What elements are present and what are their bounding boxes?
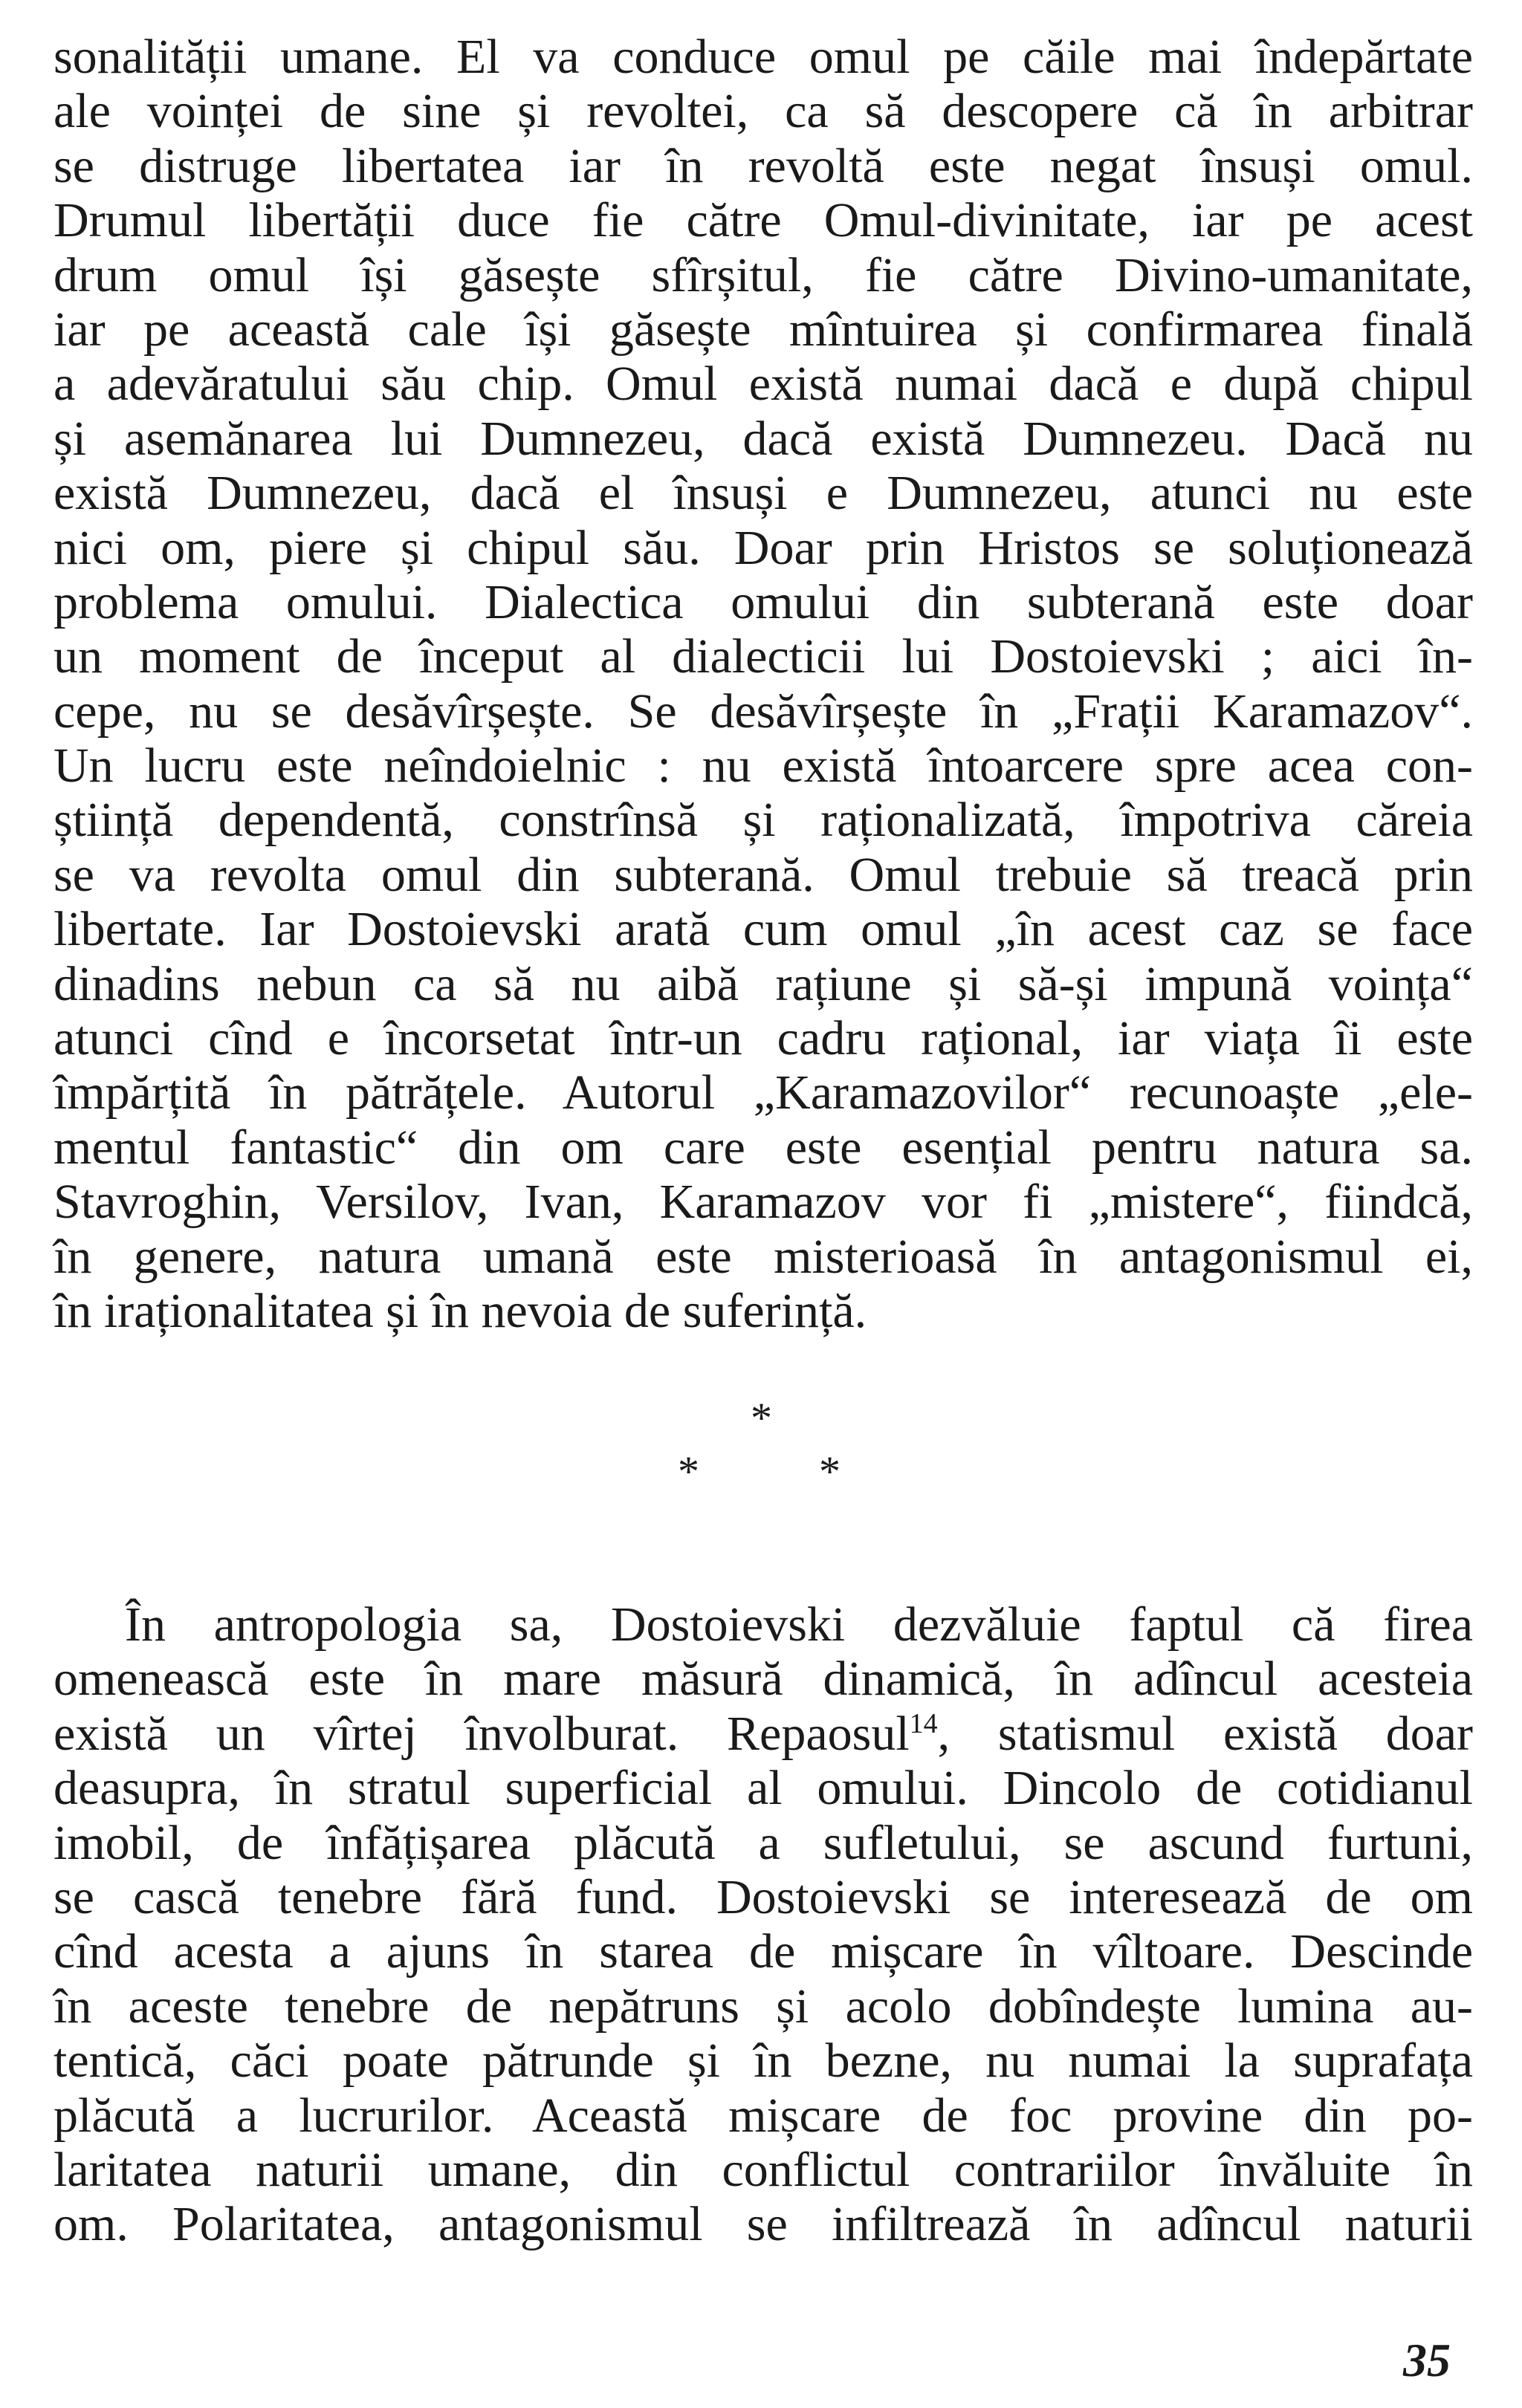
text-line: în iraționalitatea și în nevoia de suferință. [54,1283,867,1338]
text-line: un moment de început al dialecticii lui Dostoievski ; aici în- [54,629,1473,684]
text-line: Drumul libertății duce fie către Omul-divinitate, iar pe acest [54,193,1473,248]
text-line-with-footnote [54,1707,1473,1761]
text-line: se cască tenebre fără fund. Dostoievski se interesează de om [54,1869,1473,1924]
text-line: Un lucru este neîndoielnic : nu există întoarcere spre acea con- [54,739,1473,794]
paragraph-bottom [54,1597,1473,2252]
text-line: se distruge libertatea iar în revoltă este negat însuși omul. [54,138,1473,193]
text-line: În antropologia sa, Dostoievski dezvăluie faptul că firea [125,1597,1473,1652]
text-line: cînd acesta a ajuns în starea de mișcare în vîltoare. Descinde [54,1924,1473,1979]
text-line: împărțită în pătrățele. Autorul „Karamazovilor“ recunoaște „ele- [54,1065,1473,1120]
asterisk-ornament: * [751,1394,772,1442]
text-line: om. Polaritatea, antagonismul se infiltrează în adîncul naturii [54,2197,1473,2252]
text-line: în genere, natura umană este misterioasă în antagonismul ei, [54,1229,1473,1284]
text-fragment: există un vîrtej învolburat. Repaosul [54,1706,910,1761]
text-line: a adevăratului său chip. Omul există numai dacă e după chipul [54,357,1473,412]
text-line: problema omului. Dialectica omului din subterană este doar [54,574,1473,629]
section-separator [54,1394,1473,1516]
book-page [54,30,1473,2386]
text-line: și asemănarea lui Dumnezeu, dacă există Dumnezeu. Dacă nu [54,411,1473,466]
text-line: dinadins nebun ca să nu aibă rațiune și să-și impună voința“ [54,956,1473,1011]
text-line: sonalității umane. El va conduce omul pe căile mai îndepărtate [54,30,1473,84]
asterisk-ornament: * [819,1447,841,1496]
text-line: tentică, căci poate pătrunde și în bezne, nu numai la suprafața [54,2034,1473,2089]
asterisk-ornament: * [678,1447,699,1496]
text-line: atunci cînd e încorsetat într-un cadru rațional, iar viața îi este [54,1011,1473,1066]
text-line: libertate. Iar Dostoievski arată cum omul „în acest caz se face [54,902,1473,957]
text-line: plăcută a lucrurilor. Această mișcare de foc provine din po- [54,2088,1473,2143]
footnote-reference[interactable]: 14 [909,1707,938,1739]
text-line: laritatea naturii umane, din conflictul contrariilor învăluite în [54,2142,1473,2197]
page-number: 35 [1403,2334,1451,2386]
text-line: omenească este în mare măsură dinamică, în adîncul acesteia [54,1652,1473,1707]
text-line: în aceste tenebre de nepătruns și acolo dobîndește lumina au- [54,1979,1473,2034]
text-line: iar pe această cale își găsește mîntuirea și confirmarea finală [54,302,1473,357]
text-line: știință dependentă, constrînsă și raționalizată, împotriva căreia [54,793,1473,848]
text-line: deasupra, în stratul superficial al omului. Dincolo de cotidianul [54,1761,1473,1816]
text-line: ale voinței de sine și revoltei, ca să descopere că în arbitrar [54,84,1473,139]
text-line: se va revolta omul din subterană. Omul trebuie să treacă prin [54,847,1473,902]
text-line: nici om, piere și chipul său. Doar prin Hristos se soluționează [54,520,1473,575]
text-line: imobil, de înfățișarea plăcută a sufletului, se ascund furtuni, [54,1815,1473,1870]
text-line: cepe, nu se desăvîrșește. Se desăvîrșește în „Frații Karamazov“. [54,684,1473,739]
text-line: mentul fantastic“ din om care este esențial pentru natura sa. [54,1120,1473,1175]
text-line: drum omul își găsește sfîrșitul, fie către Divino-umanitate, [54,247,1473,302]
text-line: Stavroghin, Versilov, Ivan, Karamazov vor fi „mistere“, fiindcă, [54,1175,1473,1230]
paragraph-top [54,30,1473,1338]
text-line: există Dumnezeu, dacă el însuși e Dumnezeu, atunci nu este [54,466,1473,521]
text-fragment: , statismul există doar [937,1706,1473,1761]
